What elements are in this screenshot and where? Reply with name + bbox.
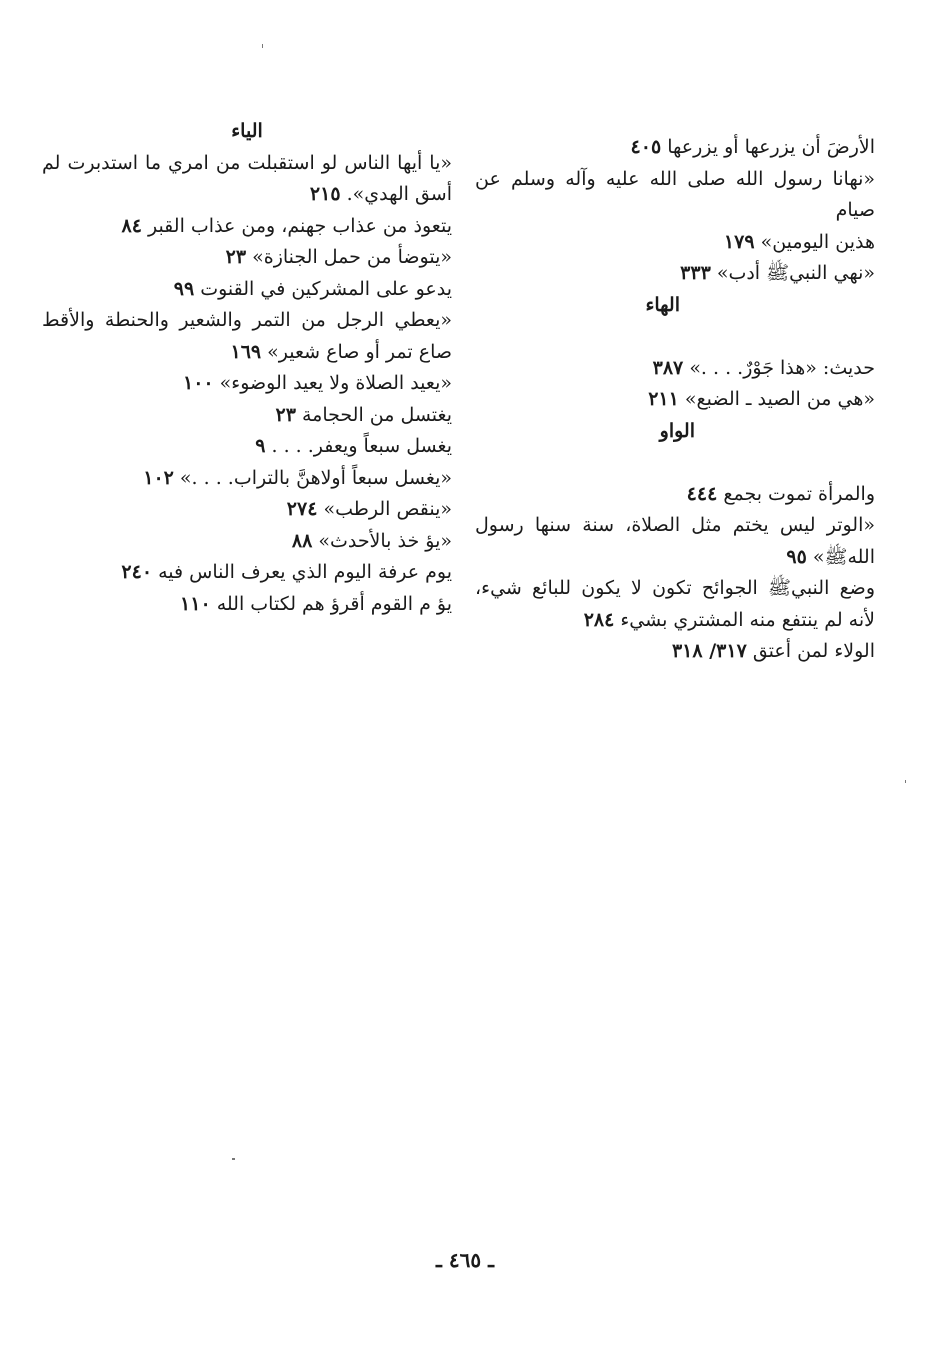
entry-page-ref: ٩٩: [173, 277, 195, 300]
index-entry: [475, 353, 875, 385]
entry-text: «يعيد الصلاة ولا يعيد الوضوء»: [219, 372, 452, 394]
right-column: [475, 132, 875, 668]
entry-page-ref: ٣٨٧: [652, 356, 684, 379]
index-entry: [475, 510, 875, 542]
entry-text: هذين اليومين»: [760, 230, 875, 253]
entry-page-ref: ٢٤٠: [121, 561, 153, 583]
index-entry: [42, 526, 452, 558]
entry-page-ref: ٢٨٤: [583, 608, 615, 631]
entry-text: يؤ م القوم أقرؤ هم لكتاب الله: [216, 592, 452, 615]
index-entry: [42, 400, 452, 432]
entry-text: «يتوضأ من حمل الجنازة»: [252, 246, 452, 268]
entry-page-ref: ٤٤٤: [686, 482, 718, 505]
scan-speck: [232, 1158, 235, 1160]
scan-speck: [262, 44, 263, 48]
index-entry: [475, 132, 875, 164]
entry-text: الأرضَ أن يزرعها أو يزرعها: [667, 136, 875, 158]
entry-text: «نهانا رسول الله صلى الله عليه وآله وسلم عن صيام: [475, 167, 875, 221]
entry-page-ref: ١٧٩: [723, 230, 755, 253]
entry-page-ref: ٩٥: [786, 545, 807, 568]
entry-text: أسق الهدي».: [346, 183, 452, 205]
entry-text: «الوتر ليس يختم مثل الصلاة، سنة سنها رسول: [475, 514, 875, 536]
index-entry: [475, 164, 875, 227]
entry-text: «هي من الصيد ـ الضبع»: [684, 388, 875, 410]
entry-text: «يعطي الرجل من التمر والشعير والحنطة والأقط: [42, 309, 452, 331]
entry-page-ref: ٢٣: [275, 403, 296, 426]
index-entry: [42, 242, 452, 274]
index-entry: [42, 179, 452, 211]
entry-text: «يغسل سبعاً أولاهنَّ بالتراب. . . .»: [179, 466, 452, 489]
entry-text: «يا أيها الناس لو استقبلت من امري ما استدبرت لم: [42, 151, 452, 174]
entry-text: يتعوذ من عذاب جهنم، ومن عذاب القبر: [147, 214, 452, 237]
entry-text: وضع النبيﷺ الجوائح تكون لا يكون للبائع شيء،: [475, 577, 875, 599]
index-entry: [475, 542, 875, 574]
entry-page-ref: ٣٣٣: [680, 262, 711, 284]
entry-page-ref: ١٠٠: [182, 372, 214, 394]
heading-ha: الهاء: [645, 293, 680, 316]
index-entry: [42, 589, 452, 621]
entry-page-ref: ٢١١: [648, 388, 679, 410]
index-entry: [42, 274, 452, 306]
heading-ya: الياء: [231, 120, 263, 142]
waw-entries: [475, 479, 875, 668]
index-entry: [475, 479, 875, 511]
entry-text: لأنه لم ينتفع منه المشتري بشيء: [620, 608, 875, 631]
index-entry: [42, 337, 452, 369]
entry-page-ref: ٨٨: [291, 529, 313, 552]
entry-page-ref: ١٦٩: [230, 340, 262, 363]
index-entry: [42, 148, 452, 180]
scan-speck: [905, 780, 906, 783]
index-entry: [475, 258, 875, 290]
entry-text: اللهﷺ»: [812, 545, 875, 568]
entry-text: صاع تمر أو صاع شعير»: [267, 340, 452, 363]
entry-page-ref: ١١٠: [180, 592, 211, 615]
index-entry: [475, 605, 875, 637]
left-column: [42, 116, 452, 620]
entry-page-ref: ٢٣: [225, 246, 247, 268]
ha-entries: [475, 353, 875, 416]
index-entry: [42, 494, 452, 526]
entry-page-ref: ٨٤: [121, 214, 142, 237]
heading-waw: الواو: [659, 419, 695, 442]
entry-text: الولاء لمن أعتق: [752, 640, 875, 662]
entry-text: والمرأة تموت بجمع: [723, 482, 875, 505]
index-entry: [475, 573, 875, 605]
entry-text: يغسل سبعاً ويعفر. . . .: [271, 435, 452, 457]
index-entry: [42, 463, 452, 495]
entry-text: يغتسل من الحجامة: [302, 403, 452, 426]
entry-text: يوم عرفة اليوم الذي يعرف الناس فيه: [158, 561, 452, 583]
index-entry: [475, 227, 875, 259]
page-number: ـ ٤٦٥ ـ: [436, 1248, 494, 1272]
entry-text: «نهي النبيﷺ أدب»: [716, 262, 875, 284]
ya-entries: [42, 148, 452, 621]
entry-text: «يؤ خذ بالأحدث»: [318, 529, 452, 552]
entry-text: «ينقص الرطب»: [323, 498, 452, 520]
entry-page-ref: ٤٠٥: [630, 136, 662, 158]
index-entry: [42, 368, 452, 400]
entry-page-ref: ٣١٧/ ٣١٨: [671, 640, 747, 662]
entry-page-ref: ٢٧٤: [286, 498, 318, 520]
index-entry: [475, 384, 875, 416]
index-entry: [42, 431, 452, 463]
entry-page-ref: ٢١٥: [309, 183, 341, 205]
entry-text: حديث: «هذا جَوْرٌ. . . .»: [689, 356, 875, 379]
entry-text: يدعو على المشركين في القنوت: [200, 277, 452, 300]
entry-page-ref: ٩: [255, 435, 266, 457]
right-entries: [475, 132, 875, 290]
index-entry: [475, 636, 875, 668]
index-entry: [42, 211, 452, 243]
entry-page-ref: ١٠٢: [143, 466, 174, 489]
index-entry: [42, 557, 452, 589]
index-entry: [42, 305, 452, 337]
